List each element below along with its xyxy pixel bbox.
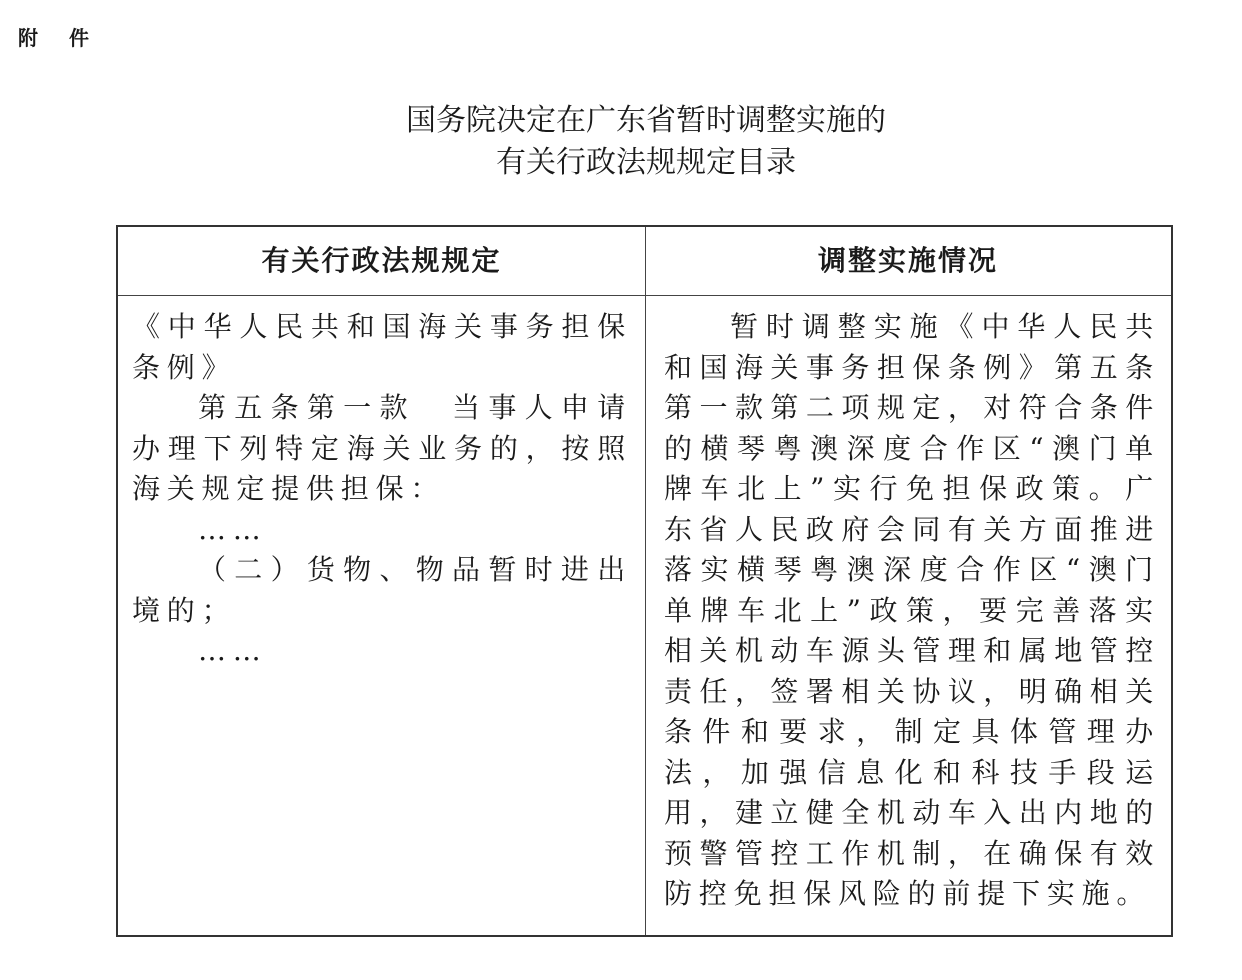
header-divider — [118, 295, 1171, 296]
header-adjustment: 调整实施情况 — [817, 244, 998, 277]
attachment-label: 附 件 — [18, 26, 101, 50]
regulation-cell — [132, 307, 632, 672]
document-title — [0, 100, 1242, 184]
document-title-line-2: 有关行政法规规定目录 — [496, 145, 796, 180]
ellipsis: …… — [198, 634, 268, 667]
document-title-line-1: 国务院决定在广东省暂时调整实施的 — [406, 103, 886, 138]
header-regulation: 有关行政法规规定 — [261, 244, 502, 277]
article-text: 第五条第一款 当事人申请办理下列特定海关业务的，按照海关规定提供担保： — [132, 391, 632, 505]
item-text: （二）货物、物品暂时进出境的； — [132, 553, 632, 627]
column-divider — [645, 227, 646, 935]
ellipsis: …… — [198, 512, 268, 546]
adjustment-text: 暂时调整实施《中华人民共和国海关事务担保条例》第五条第一款第二项规定，对符合条件的横琴粤澳深度合作区“澳门单牌车北上”实行免担保政策。广东省人民政府会同有关方面推进落实横琴粤澳深度合作区“澳门单牌车北上”政策，要完善落实相关机动车源头管理和属地管控责任，签署相关协议，明确相关条件和要求，制定具体管理办法，加强信息化和科技手段运用，建立健全机动车入出内地的预警管控工作机制，在确保有效防控免担保风险的前提下实施。 — [664, 310, 1160, 910]
adjustment-cell — [664, 307, 1160, 915]
law-name: 《中华人民共和国海关事务担保条例》 — [132, 310, 632, 384]
catalog-table — [116, 225, 1173, 937]
